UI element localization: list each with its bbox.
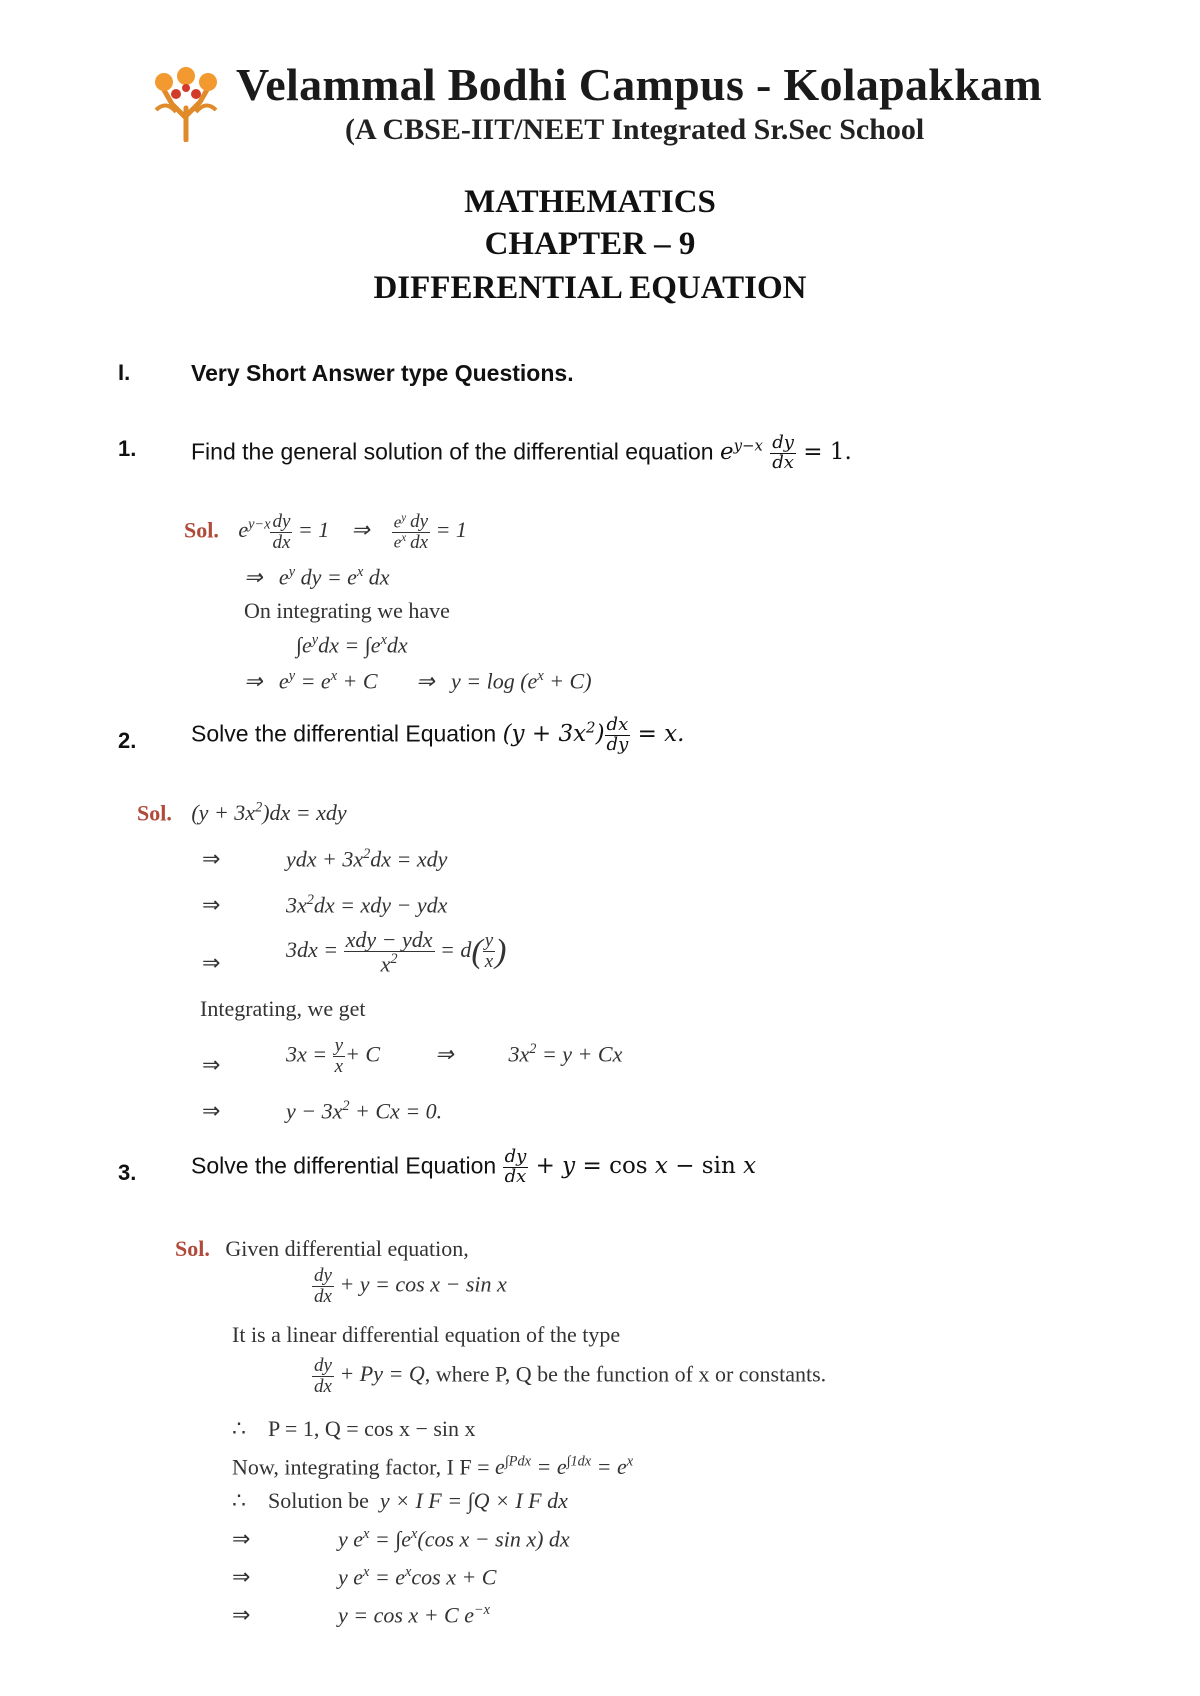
- solution-3-label: Sol.: [175, 1236, 210, 1261]
- solution-2-step-4: 3x = $\frac{y}{x}$ + C ⇒ $3x^2 = y + Cx$: [286, 1035, 623, 1077]
- solution-2-label: Sol.: [137, 800, 172, 826]
- question-3-equation: $\frac{dy}{dx}$ + y = cos x − sin x: [504, 1146, 757, 1187]
- solution-3-step-3: y = cos x + C $e^{-x}$: [338, 1602, 490, 1628]
- solution-2-arrow-3: ⇒: [202, 950, 221, 975]
- question-3: [191, 1148, 756, 1187]
- solution-2-arrow-4: ⇒: [202, 1052, 221, 1077]
- solution-1: Sol. $e^{y-x}$ $\frac{dy}{dx}$ = 1 ⇒ $\frac{e^y}{e^x}$ $\frac{dy}{dx}$ = 1: [184, 511, 467, 553]
- solution-2-step-2: $3x^2dx$ = xdy − ydx: [286, 892, 448, 918]
- solution-2-arrow-5: ⇒: [202, 1098, 221, 1123]
- solution-3-given: Given differential equation,: [225, 1236, 469, 1261]
- solution-3-arrow-2: ⇒: [232, 1564, 251, 1589]
- solution-1-label: Sol.: [184, 517, 219, 543]
- solution-3-if-line: Now, integrating factor, I $F = e^{\int Pdx} = e^{\int 1dx} = e^x$: [232, 1454, 634, 1480]
- solution-3-equation: $\frac{dy}{dx}$ + y = cos x − sin x: [314, 1265, 507, 1307]
- solution-2-intro: Integrating, we get: [200, 996, 366, 1021]
- solution-3-pq: P = 1, Q = cos x − sin x: [268, 1416, 476, 1441]
- solution-3-if-text: Now, integrating factor, I F =: [232, 1454, 490, 1480]
- solution-1-step-3: ⇒ $e^y = e^x + C$ ⇒ $y = \log (e^x + C)$: [244, 668, 592, 694]
- solution-3-arrow-3: ⇒: [232, 1602, 251, 1627]
- solution-2-step-3: 3dx = $\frac{\text{xdy − ydx}}{x^2}$ = d( $\frac{y}{x}$ ): [286, 927, 507, 977]
- solution-2-arrow-2: ⇒: [202, 892, 221, 917]
- solution-3-step-1: y $e^x = \int e^x(\cos$ x − sin x) dx: [338, 1526, 570, 1552]
- solution-1-step-2: $\int e^ydx = \int e^xdx$: [296, 632, 408, 658]
- solution-2-step-1: ydx + $3x^2dx$ = xdy: [286, 846, 448, 872]
- question-3-number: 3.: [118, 1160, 137, 1185]
- question-2-equation: $(y + 3x^2)$ $\frac{dx}{dy}$ = x.: [502, 714, 685, 755]
- question-1-number: 1.: [118, 436, 137, 461]
- solution-3-arrow-1: ⇒: [232, 1526, 251, 1551]
- solution-2-arrow-1: ⇒: [202, 846, 221, 871]
- question-1: [191, 434, 852, 473]
- solution-2-step-5: $y - 3x^2 + Cx = 0$.: [286, 1098, 443, 1124]
- chapter-title: CHAPTER – 9: [484, 226, 696, 262]
- question-1-text: Find the general solution of the differential equation: [191, 438, 714, 465]
- school-subtitle: (A CBSE-IIT/NEET Integrated Sr.Sec School: [345, 113, 925, 146]
- subject-title: MATHEMATICS: [464, 184, 716, 220]
- question-2-number: 2.: [118, 728, 137, 753]
- section-number: I.: [118, 360, 131, 385]
- solution-3-linear-note: It is a linear differential equation of the type: [232, 1322, 621, 1347]
- solution-3-solution-line: ∴ Solution be y × I F = ∫Q × I F dx: [232, 1488, 568, 1513]
- school-name: Velammal Bodhi Campus - Kolapakkam: [236, 59, 1042, 110]
- topic-title: DIFFERENTIAL EQUATION: [373, 270, 807, 306]
- solution-3-where-note: , where P, Q be the function of x or constants.: [424, 1361, 827, 1387]
- solution-3-linear-form: $\frac{dy}{dx}$ + Py = Q, where P, Q be the function of x or constants.: [314, 1355, 827, 1397]
- question-1-equation: $e^{y-x}$ $\frac{dy}{dx}$ = 1.: [719, 432, 852, 473]
- solution-3-pq-line: ∴ P = 1, Q = cos x − sin x: [232, 1416, 476, 1441]
- solution-3: [175, 1236, 469, 1262]
- solution-1-intro: On integrating we have: [244, 598, 450, 623]
- question-2: [191, 716, 684, 755]
- solution-3-solution-be: Solution be: [268, 1488, 369, 1513]
- solution-2: Sol. $(y + 3x^2)dx$ = xdy: [137, 800, 347, 826]
- solution-3-step-2: y $e^x = e^x\cos$ x + C: [338, 1564, 497, 1590]
- section-heading: Very Short Answer type Questions.: [191, 360, 574, 386]
- school-logo-icon: [146, 60, 228, 142]
- question-2-text: Solve the differential Equation: [191, 720, 497, 747]
- solution-1-step-1: ⇒ $e^y$ dy = $e^x$ dx: [244, 564, 390, 590]
- question-3-text: Solve the differential Equation: [191, 1152, 497, 1179]
